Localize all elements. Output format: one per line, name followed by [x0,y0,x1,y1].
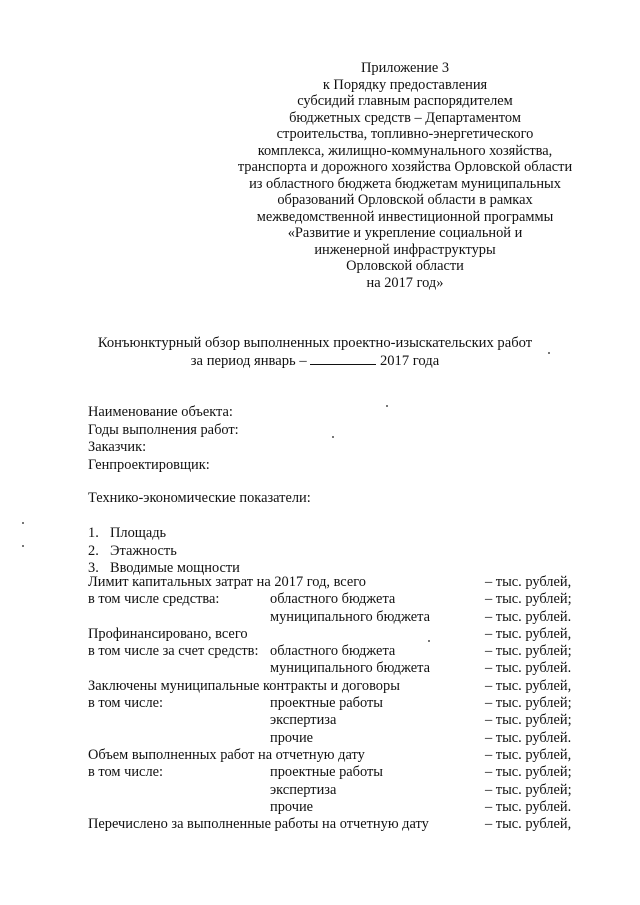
header-line: транспорта и дорожного хозяйства Орловской области [237,159,573,175]
finance-unit: – тыс. рублей. [485,798,572,815]
finance-unit: – тыс. рублей; [485,781,572,798]
finance-row [88,695,598,712]
list-label: Этажность [110,542,177,559]
finance-row [88,730,598,747]
finance-label: в том числе за счет средств: [88,643,259,660]
header-line: Орловской области [346,258,464,274]
finance-row [88,574,598,591]
finance-unit: – тыс. рублей, [485,574,572,590]
technical-indicators [88,490,311,578]
header-line: субсидий главным распорядителем [297,93,513,109]
finance-row [88,591,598,608]
finance-unit: – тыс. рублей. [485,729,572,746]
scan-speck [332,436,334,438]
finance-source: муниципального бюджета [270,660,430,677]
list-label: Вводимые мощности [110,560,240,576]
finance-source: экспертиза [270,712,337,729]
title-line-1: Конъюнктурный обзор выполненных проектно-изыскательских работ [97,335,533,351]
finance-row [88,609,598,626]
field-work-years: Годы выполнения работ: [88,421,239,438]
finance-unit: – тыс. рублей, [485,816,572,833]
header-line: «Развитие и укрепление социальной и [287,225,523,241]
header-line: инженерной инфраструктуры [314,241,496,258]
header-line: межведомственной инвестиционной программы [256,208,554,225]
finance-unit: – тыс. рублей; [485,764,572,781]
finance-row [88,643,598,660]
list-item [88,543,311,561]
finance-source: прочие [270,798,314,815]
finance-unit: – тыс. рублей, [485,746,572,763]
financial-summary [88,574,598,833]
header-line: образований Орловской области в рамках [277,192,533,208]
finance-label: в том числе: [88,764,164,781]
title-period-prefix: за период январь – [190,353,307,369]
scan-speck [22,545,24,547]
finance-label: Лимит капитальных затрат на 2017 год, всего [88,574,366,590]
finance-row [88,626,598,643]
scan-speck [428,640,430,642]
finance-source: прочие [270,729,314,746]
finance-row [88,764,598,781]
header-line: бюджетных средств – Департаментом [289,109,521,126]
finance-source: муниципального бюджета [270,608,430,625]
field-customer: Заказчик: [88,439,147,455]
finance-row [88,712,598,729]
header-line: из областного бюджета бюджетам муниципальных [249,175,561,192]
finance-label: Профинансировано, всего [88,625,248,642]
finance-source: проектные работы [270,764,383,781]
finance-row [88,660,598,677]
finance-unit: – тыс. рублей; [485,643,572,660]
tech-heading: Технико-экономические показатели: [88,490,311,506]
title-line-2 [50,352,580,370]
finance-unit: – тыс. рублей. [485,608,572,625]
finance-unit: – тыс. рублей, [485,677,572,694]
header-line: на 2017 год» [366,274,444,291]
finance-source: проектные работы [270,695,383,712]
finance-unit: – тыс. рублей; [485,591,572,608]
header-line: строительства, топливно-энергетического [276,126,534,142]
finance-unit: – тыс. рублей; [485,695,572,712]
field-object-name: Наименование объекта: [88,404,233,420]
finance-source: экспертиза [270,781,337,798]
list-item [88,525,311,543]
finance-label: Перечислено за выполненные работы на отчетную дату [88,816,429,833]
document-title [50,335,580,370]
header-line: Приложение 3 [360,60,450,76]
finance-row [88,678,598,695]
scan-speck [386,405,388,407]
appendix-header [200,60,610,291]
finance-unit: – тыс. рублей, [485,625,572,642]
finance-label: Заключены муниципальные контракты и договоры [88,677,400,694]
finance-label: в том числе средства: [88,591,220,608]
finance-row [88,782,598,799]
header-line: к Порядку предоставления [322,76,488,93]
field-general-designer: Генпроектировщик: [88,456,210,473]
finance-row [88,799,598,816]
finance-row [88,747,598,764]
scan-speck [548,352,550,354]
list-number: 2. [88,542,99,559]
scan-speck [22,522,24,524]
period-blank-line [310,352,376,365]
header-line: комплекса, жилищно-коммунального хозяйства, [257,142,553,159]
finance-unit: – тыс. рублей; [485,712,572,729]
object-fields [88,404,239,474]
finance-unit: – тыс. рублей. [485,660,572,677]
finance-row [88,816,598,833]
finance-source: областного бюджета [270,591,396,608]
title-period-suffix: 2017 года [379,353,440,369]
list-number: 3. [88,560,99,576]
list-number: 1. [88,525,99,541]
finance-label: Объем выполненных работ на отчетную дату [88,746,365,763]
list-label: Площадь [110,525,167,541]
finance-source: областного бюджета [270,643,396,660]
finance-label: в том числе: [88,695,164,712]
